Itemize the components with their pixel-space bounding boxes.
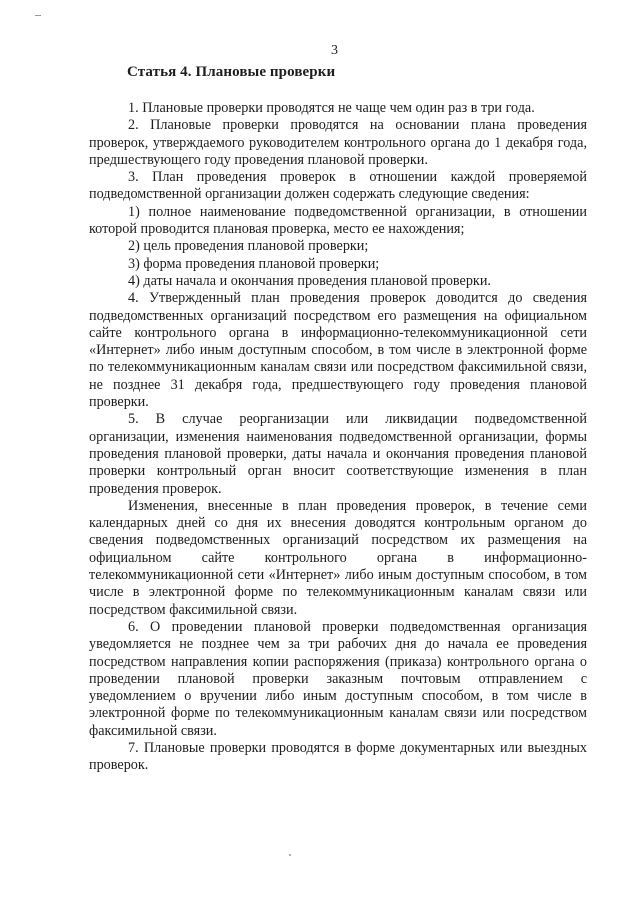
list-item-4: 4) даты начала и окончания проведения плановой проверки. [128,272,491,289]
paragraph-7: 7. Плановые проверки проводятся в форме документарных или выездных проверок. [89,739,587,774]
scan-artifact-dot [289,854,291,856]
article-heading: Статья 4. Плановые проверки [127,64,336,80]
paragraph-6: 6. О проведении плановой проверки подведомственная организация уведомляется не позднее чем за три рабочих дня до начала ее проведения посредством направления копии распоряжения (приказа) контрольного органа о проведении плановой проверки заказным почтовым отправлением с уведомлением о вручении либо иным доступным способом, в том числе в электронной форме по телекоммуникационным каналам связи или посредством факсимильной связи. [89,618,587,739]
paragraph-5: 5. В случае реорганизации или ликвидации подведомственной организации, изменения наименования подведомственной организации, формы проведения плановой проверки, даты начала и окончания проведения плановой проверки контрольный орган вносит соответствующие изменения в план проведения проверок. [89,411,587,497]
paragraph-changes: Изменения, внесенные в план проведения проверок, в течение семи календарных дней со дня их внесения доводятся контрольным органом до сведения подведомственных организаций посредством их размещения на официальном сайте контрольного органа в информационно-телекоммуникационной сети «Интернет» либо иным доступным способом, в том числе в электронной форме по телекоммуникационным каналам связи или посредством факсимильной связи. [89,497,587,618]
page-number: 3 [331,43,338,58]
scan-artifact-mark [35,15,41,16]
paragraph-4: 4. Утвержденный план проведения проверок доводится до сведения подведомственных организаций посредством его размещения на официальном сайте контрольного органа в информационно-телекоммуникационной сети «Интернет» либо иным доступным способом, в том числе в электронной форме по телекоммуникационным каналам связи или посредством факсимильной связи, не позднее 31 декабря года, предшествующего году проведения плановой проверки. [89,290,587,411]
list-item-3: 3) форма проведения плановой проверки; [128,255,380,272]
paragraph-2: 2. Плановые проверки проводятся на основании плана проведения проверок, утверждаемого руководителем контрольного органа до 1 декабря года, предшествующего году проведения плановой проверки. [89,117,587,168]
article-body [89,100,587,775]
list-item-2: 2) цель проведения плановой проверки; [128,238,369,255]
paragraph-3: 3. План проведения проверок в отношении каждой проверяемой подведомственной организации должен содержать следующие сведения: [89,169,587,203]
list-item-1: 1) полное наименование подведомственной организации, в отношении которой проводится плановая проверка, место ее нахождения; [89,203,587,238]
paragraph-1: 1. Плановые проверки проводятся не чаще чем один раз в три года. [128,100,535,116]
